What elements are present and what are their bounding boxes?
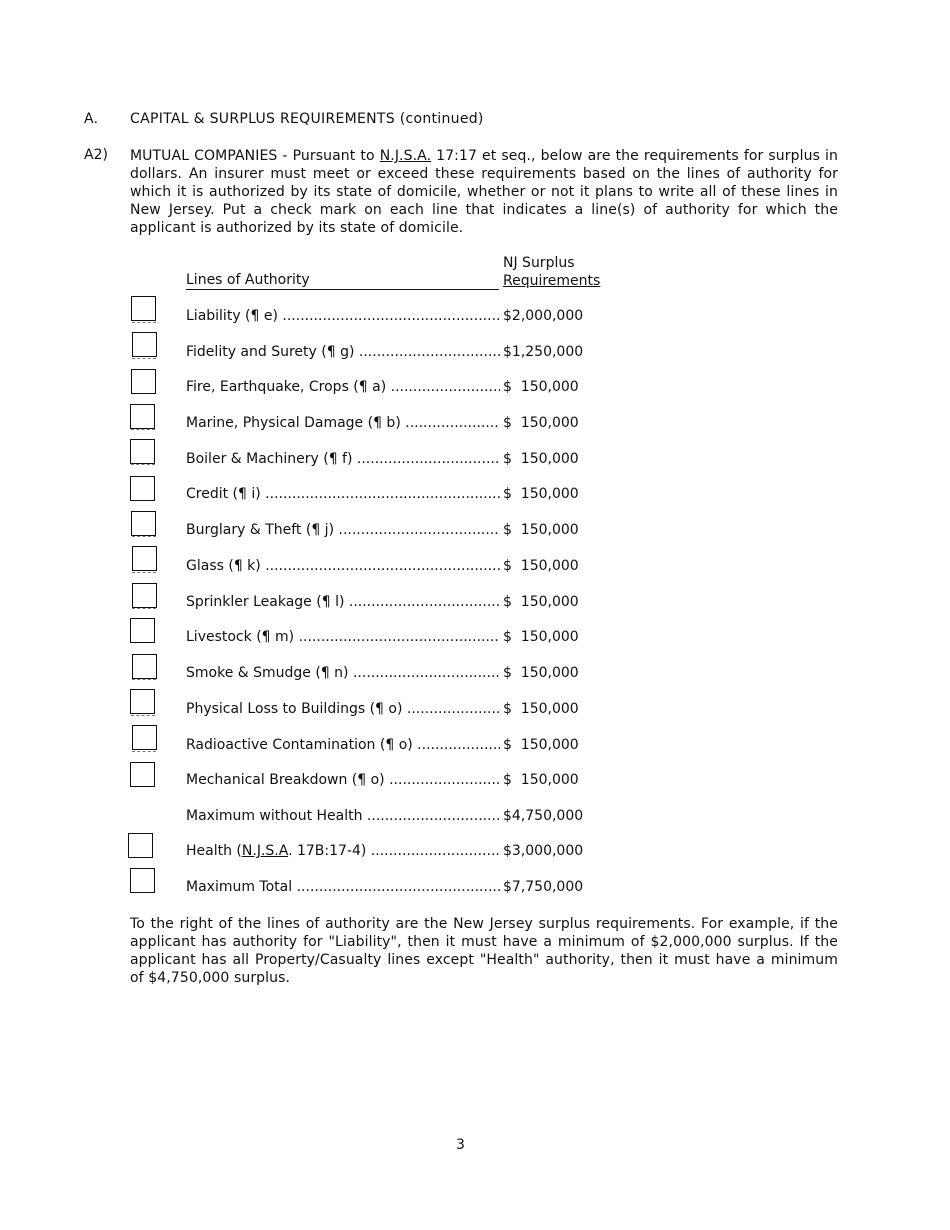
health-statute-reference: N.J.S.A	[241, 843, 289, 859]
checkbox-health[interactable]	[128, 833, 153, 858]
line-label: Radioactive Contamination (¶ o) .....	[186, 737, 500, 753]
line-amount: $ 150,000	[503, 558, 579, 574]
checkbox-underline	[131, 464, 155, 465]
line-amount: $ 150,000	[503, 486, 579, 502]
intro-before: MUTUAL COMPANIES - Pursuant to	[130, 148, 380, 164]
checkbox-underline	[131, 429, 155, 430]
line-amount: $2,000,000	[503, 308, 584, 324]
checkbox-mechanical-breakdown[interactable]	[130, 762, 155, 787]
checkbox-fidelity-surety[interactable]	[132, 332, 157, 357]
surplus-header-line1: NJ Surplus	[503, 255, 575, 271]
line-label	[186, 843, 500, 859]
line-amount: $ 150,000	[503, 737, 579, 753]
checkbox-burglary-theft[interactable]	[131, 511, 156, 536]
section-title	[130, 111, 484, 127]
surplus-header-line2: Requirements	[503, 273, 601, 289]
checkbox-smoke-smudge[interactable]	[132, 654, 157, 679]
checkbox-underline	[132, 572, 156, 573]
checkbox-sprinkler-leakage[interactable]	[132, 583, 157, 608]
checkbox-liability[interactable]	[131, 296, 156, 321]
line-amount: $ 150,000	[503, 451, 579, 467]
checkbox-underline	[132, 322, 156, 323]
line-amount: $7,750,000	[503, 879, 584, 895]
statute-reference: N.J.S.A.	[379, 148, 432, 164]
checkbox-marine-physical-damage[interactable]	[130, 404, 155, 429]
checkbox-underline	[132, 358, 156, 359]
line-label: Burglary & Theft (¶ j) .....	[186, 522, 500, 538]
line-amount: $ 150,000	[503, 379, 579, 395]
checkbox-underline	[131, 715, 155, 716]
line-label: Liability (¶ e) .....	[186, 308, 500, 324]
line-label: Fidelity and Surety (¶ g) .....	[186, 344, 500, 360]
health-label-before: Health (	[186, 843, 242, 859]
line-label: Physical Loss to Buildings (¶ o) .....	[186, 701, 500, 717]
line-amount: $ 150,000	[503, 629, 579, 645]
line-label: Livestock (¶ m) .....	[186, 629, 500, 645]
intro-paragraph	[130, 147, 838, 237]
surplus-requirements-header	[503, 254, 600, 290]
page-number: 3	[456, 1137, 465, 1153]
section-letter: A.	[84, 111, 99, 127]
checkbox-radioactive-contamination[interactable]	[132, 725, 157, 750]
line-amount: $ 150,000	[503, 665, 579, 681]
line-label: Boiler & Machinery (¶ f) .....	[186, 451, 500, 467]
line-label: Smoke & Smudge (¶ n) .....	[186, 665, 500, 681]
line-amount: $ 150,000	[503, 701, 579, 717]
checkbox-glass[interactable]	[132, 546, 157, 571]
checkbox-underline	[132, 679, 156, 680]
intro-after: 17:17 et seq., below are the requirements for surplus in dollars. An insurer must meet or exceed these requirements based on the lines of authority for which it is authorized by its state of domicile, whether or not it plans to write all of these lines in New Jersey. Put a check mark on each line that indicates a line(s) of authority for which the applicant is authorized by its state of domicile.	[130, 148, 838, 236]
line-label: Mechanical Breakdown (¶ o) .....	[186, 772, 500, 788]
lines-of-authority-header: Lines of Authority	[186, 272, 499, 290]
checkbox-underline	[132, 608, 156, 609]
line-amount: $ 150,000	[503, 594, 579, 610]
checkbox-boiler-machinery[interactable]	[130, 439, 155, 464]
checkbox-underline	[132, 751, 156, 752]
section-title-suffix: (continued)	[394, 111, 484, 127]
checkbox-physical-loss-buildings[interactable]	[130, 689, 155, 714]
line-label: Glass (¶ k) .....	[186, 558, 500, 574]
line-label: Credit (¶ i) .....	[186, 486, 500, 502]
checkbox-livestock[interactable]	[130, 618, 155, 643]
line-amount: $4,750,000	[503, 808, 584, 824]
line-amount: $ 150,000	[503, 772, 579, 788]
line-amount: $ 150,000	[503, 415, 579, 431]
line-amount: $1,250,000	[503, 344, 584, 360]
subsection-label: A2)	[84, 147, 108, 163]
line-label: Maximum Total .....	[186, 879, 500, 895]
checkbox-credit[interactable]	[130, 476, 155, 501]
checkbox-maximum-total[interactable]	[130, 868, 155, 893]
checkbox-underline	[132, 536, 156, 537]
line-label: Sprinkler Leakage (¶ l) .....	[186, 594, 500, 610]
line-amount: $3,000,000	[503, 843, 584, 859]
line-label: Fire, Earthquake, Crops (¶ a) .....	[186, 379, 500, 395]
closing-paragraph: To the right of the lines of authority are the New Jersey surplus requirements. For example, if the applicant has authority for "Liability", then it must have a minimum of $2,000,000 surplus. If the applicant has all Property/Casualty lines except "Health" authority, then it must have a minimum of $4,750,000 surplus.	[130, 916, 838, 986]
line-label: Maximum without Health .....	[186, 808, 500, 824]
section-title-text: CAPITAL & SURPLUS REQUIREMENTS	[130, 111, 395, 127]
line-label: Marine, Physical Damage (¶ b) .....	[186, 415, 500, 431]
health-label-after: . 17B:17-4)	[288, 843, 367, 859]
checkbox-fire-earthquake-crops[interactable]	[131, 369, 156, 394]
line-amount: $ 150,000	[503, 522, 579, 538]
